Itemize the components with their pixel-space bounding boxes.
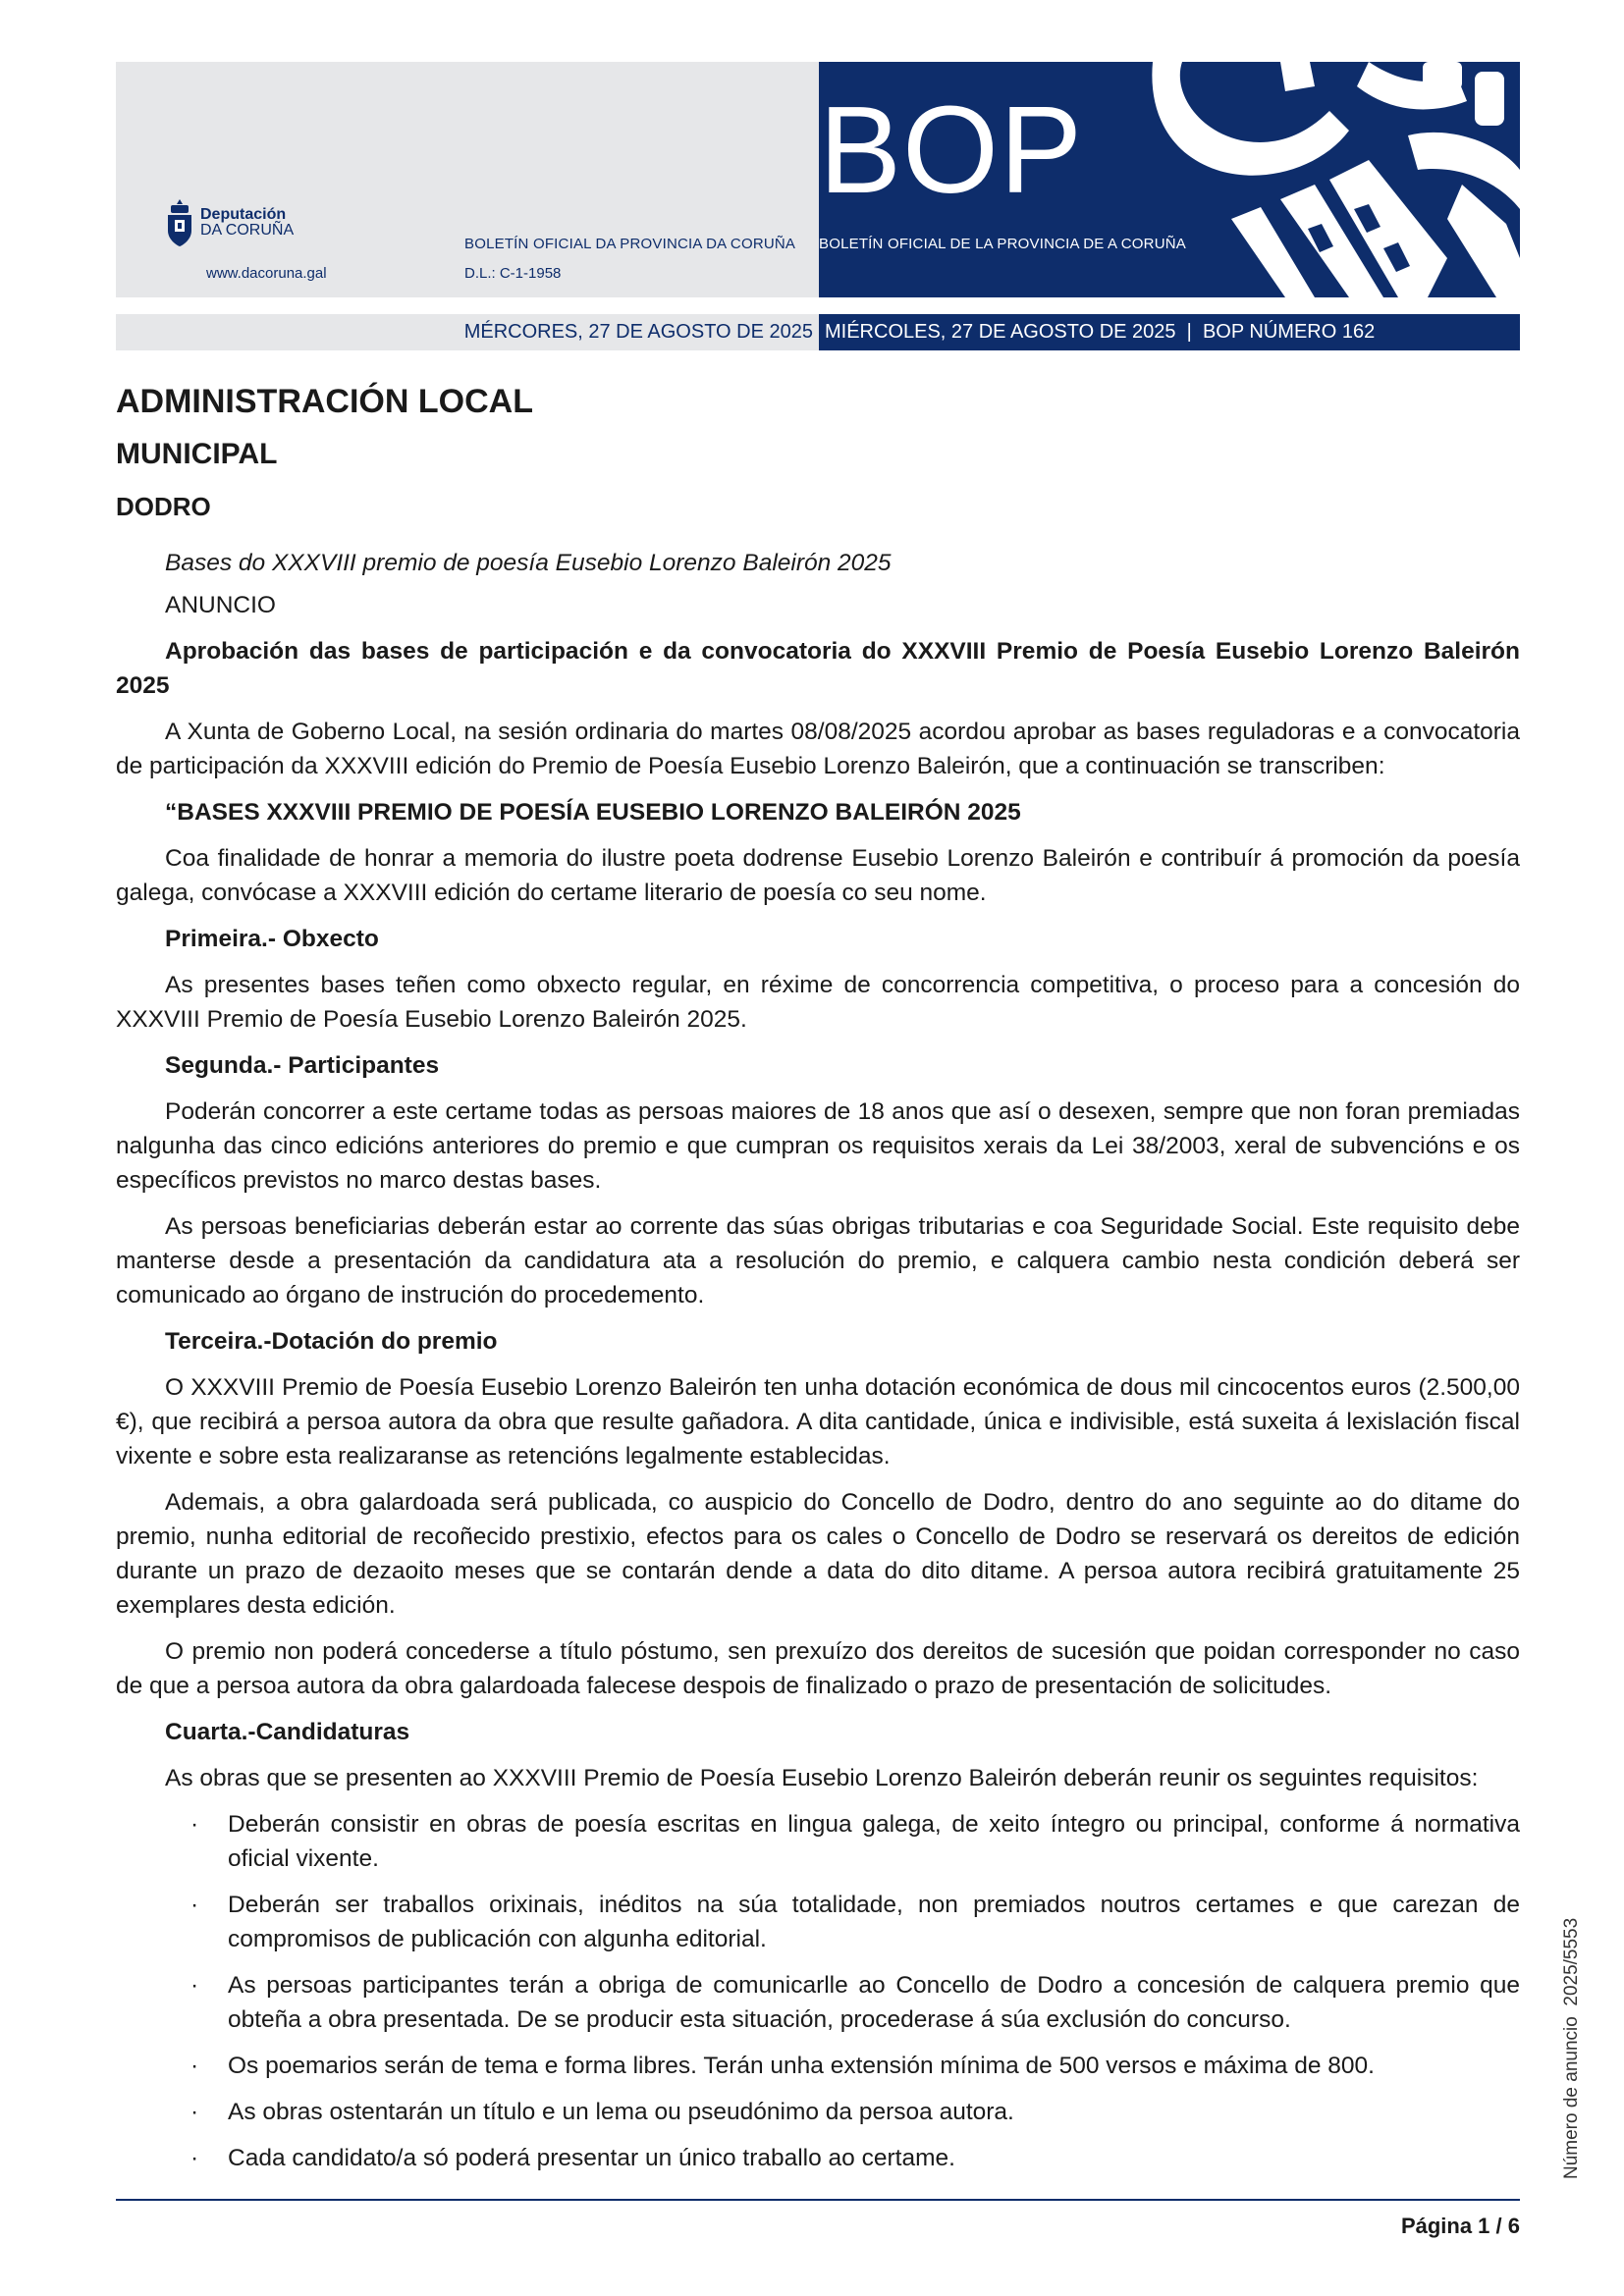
paragraph: As obras que se presenten ao XXXVIII Premio de Poesía Eusebio Lorenzo Baleirón deberán reunir os seguintes requisitos:: [165, 1765, 1479, 1791]
list-item: · Cada candidato/a só poderá presentar un único traballo ao certame.: [228, 2141, 1520, 2175]
paragraph: Coa finalidade de honrar a memoria do ilustre poeta dodrense Eusebio Lorenzo Baleirón e contribuír á promoción da poesía galega, convócase a XXXVIII edición do certame literario de poesía co seu nome.: [116, 845, 1520, 906]
announcement-subtitle: Bases do XXXVIII premio de poesía Eusebio Lorenzo Baleirón 2025: [165, 550, 892, 576]
bop-title: BOP: [819, 80, 1084, 219]
list-item: · Deberán ser traballos orixinais, inéditos na súa totalidade, non premiados noutros certames e que carezan de compromisos de publicación con algunha editorial.: [228, 1888, 1520, 1956]
list-item: · Os poemarios serán de tema e forma libres. Terán unha extensión mínima de 500 versos e máxima de 800.: [228, 2049, 1520, 2083]
logo-text: [200, 207, 294, 239]
paragraph: As presentes bases teñen como obxecto regular, en réxime de concorrencia competitiva, o proceso para a concesión do XXXVIII Premio de Poesía Eusebio Lorenzo Baleirón 2025.: [116, 972, 1520, 1033]
anuncio-label: ANUNCIO: [165, 592, 276, 618]
legal-deposit: D.L.: C-1-1958: [464, 265, 562, 282]
list-item: · As obras ostentarán un título e un lema ou pseudónimo da persoa autora.: [228, 2095, 1520, 2129]
requirements-list: [116, 1807, 1520, 2175]
paragraph: O premio non poderá concederse a título póstumo, sen prexuízo dos dereitos de sucesión que poidan corresponder no caso de que a persoa autora da obra galardoada falecese despois de finalizado o prazo de presentación de solicitudes.: [116, 1638, 1520, 1699]
date-bar-es: [819, 314, 1520, 350]
logo-line2: DA CORUÑA: [200, 222, 295, 239]
article-heading-segunda: Segunda.- Participantes: [165, 1052, 440, 1079]
paragraph: A Xunta de Goberno Local, na sesión ordinaria do martes 08/08/2025 acordou aprobar as bases reguladoras e a convocatoria de participación da XXXVIII edición do Premio de Poesía Eusebio Lorenzo Baleirón, que a continuación se transcriben:: [116, 719, 1520, 779]
article-heading-cuarta: Cuarta.-Candidaturas: [165, 1719, 410, 1745]
date-es: MIÉRCOLES, 27 DE AGOSTO DE 2025 | BOP NÚMERO 162: [825, 321, 1376, 343]
page-number: Página 1 / 6: [1400, 2214, 1520, 2238]
paragraph: Ademais, a obra galardoada será publicada, co auspicio do Concello de Dodro, dentro do ano seguinte ao do ditame do premio, nunha editorial de recoñecido prestixio, efectos para os cales o Concello de Dodro se reservará os dereitos de edición durante un prazo de dezaoito meses que se contarán dende a data do dito ditame. A persoa autora recibirá gratuitamente 25 exemplares desta edición.: [116, 1489, 1520, 1619]
crest-icon: [165, 199, 194, 246]
footer-divider: [116, 2199, 1520, 2201]
paragraph: As persoas beneficiarias deberán estar ao corrente das súas obrigas tributarias e coa Seguridade Social. Este requisito debe manterse desde a presentación da candidatura ata a resolución do premio, e calquera cambio nesta condición deberá ser comunicado ao órgano de instrución do procedemento.: [116, 1213, 1520, 1308]
approval-heading: Aprobación das bases de participación e da convocatoria do XXXVIII Premio de Poesía Eusebio Lorenzo Baleirón 2025: [116, 638, 1520, 699]
announcement-body: [116, 546, 1520, 2187]
subsection-heading: MUNICIPAL: [116, 438, 278, 470]
logo-line1: Deputación: [200, 206, 287, 223]
list-item: · As persoas participantes terán a obriga de comunicarlle ao Concello de Dodro a concesión de calquera premio que obteña a obra presentada. De se producir esta situación, procederase á súa exclusión do concurso.: [228, 1968, 1520, 2037]
list-item: · Deberán consistir en obras de poesía escritas en lingua galega, de xeito íntegro ou principal, conforme á normativa oficial vixente.: [228, 1807, 1520, 1876]
publication-name-gl: BOLETÍN OFICIAL DA PROVINCIA DA CORUÑA: [464, 236, 796, 252]
paragraph: O XXXVIII Premio de Poesía Eusebio Lorenzo Baleirón ten unha dotación económica de dous mil cincocentos euros (2.500,00 €), que recibirá a persoa autora da obra que resulte gañadora. A dita cantidade, única e indivisible, está suxeita á lexislación fiscal vixente e sobre esta realizaranse as retencións legalmente establecidas.: [116, 1374, 1520, 1469]
bases-title: “BASES XXXVIII PREMIO DE POESÍA EUSEBIO LORENZO BALEIRÓN 2025: [165, 799, 1021, 826]
publication-name-es: BOLETÍN OFICIAL DE LA PROVINCIA DE A CORUÑA: [819, 236, 1186, 252]
diputacion-logo[interactable]: [165, 199, 294, 246]
announcement-number: Número de anuncio 2025/5553: [1561, 1917, 1582, 2179]
municipality-heading: DODRO: [116, 492, 211, 521]
article-heading-primeira: Primeira.- Obxecto: [165, 926, 379, 952]
section-heading: ADMINISTRACIÓN LOCAL: [116, 383, 533, 420]
date-gl: MÉRCORES, 27 DE AGOSTO DE 2025: [463, 321, 813, 343]
website-link[interactable]: www.dacoruna.gal: [206, 265, 327, 282]
paragraph: Poderán concorrer a este certame todas as persoas maiores de 18 anos que así o desexen, sempre que non foran premiadas nalgunha das cinco edicións anteriores do premio e que cumpran os requisitos xerais da Lei 38/2003, xeral de subvencións e os específicos previstos no marco destas bases.: [116, 1098, 1520, 1194]
article-heading-terceira: Terceira.-Dotación do premio: [165, 1328, 498, 1355]
date-bar-gl: [116, 314, 819, 350]
header-gray-panel: [116, 62, 819, 297]
